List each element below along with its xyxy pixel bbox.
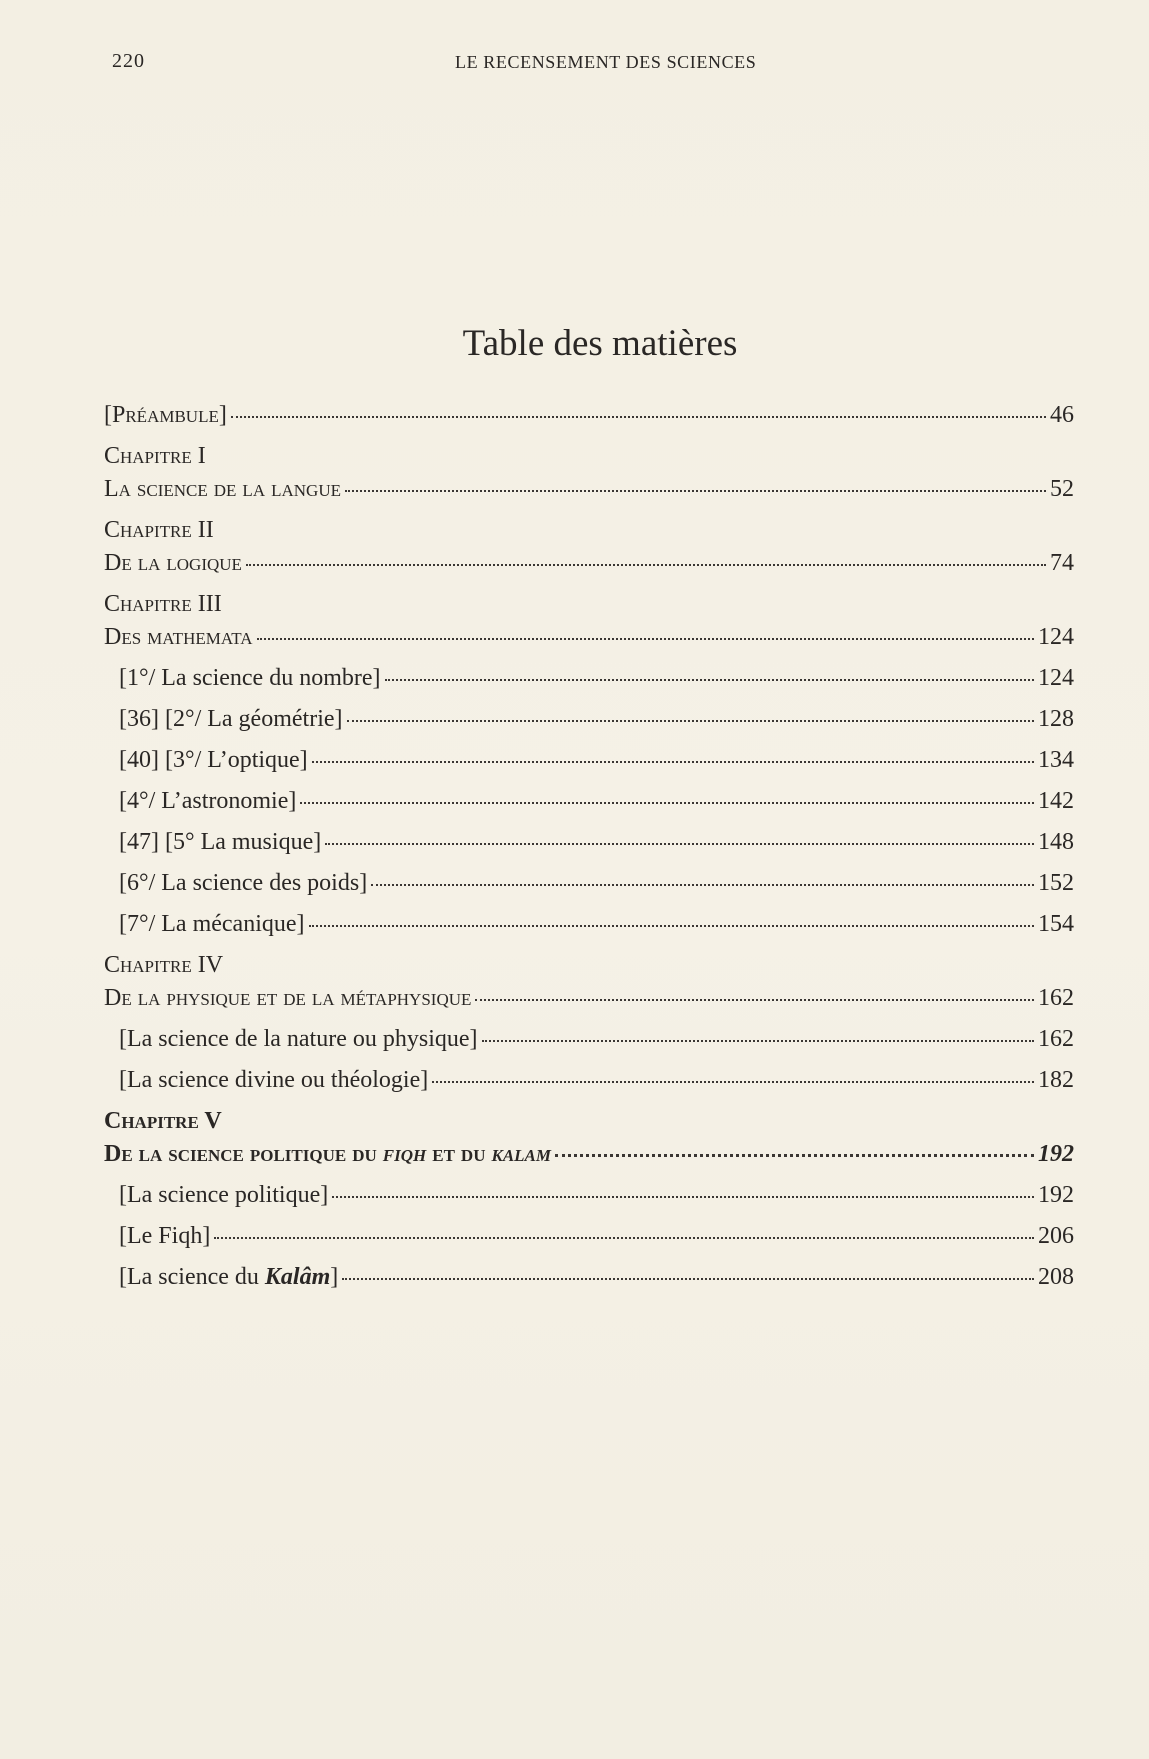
toc-entry-page: 192 [1038,1141,1074,1167]
dot-leader [371,884,1034,886]
toc-entry-label: [1°/ La science du nombre] [119,665,381,691]
toc-subentry [104,788,1074,829]
chapter-label: Chapitre IV [104,952,224,978]
label-part: De la science politique du [104,1141,383,1167]
label-part-italic: kalam [491,1141,552,1167]
toc-entry-label: [6°/ La science des poids] [119,870,368,896]
toc-entry [104,550,1074,591]
dot-leader [555,1154,1034,1157]
toc-entry-label: [La science politique] [119,1182,329,1208]
chapter-heading [104,443,1074,476]
toc-entry-page: 128 [1038,706,1074,732]
toc-subentry [104,829,1074,870]
label-part: [La science du [119,1264,265,1290]
toc-entry-page: 208 [1038,1264,1074,1290]
toc-entry-page: 134 [1038,747,1074,773]
toc-entry [104,476,1074,517]
dot-leader [300,802,1034,804]
toc-entry-page: 74 [1050,550,1074,576]
toc-entry-page: 154 [1038,911,1074,937]
dot-leader [345,490,1046,492]
toc-entry-page: 182 [1038,1067,1074,1093]
toc-entry-page: 148 [1038,829,1074,855]
toc-entry-label: La science de la langue [104,476,341,502]
toc-subentry [104,1067,1074,1108]
dot-leader [432,1081,1034,1083]
toc-entry-label: [Le Fiqh] [119,1223,211,1249]
dot-leader [246,564,1046,566]
dot-leader [214,1237,1034,1239]
toc-subentry [104,747,1074,788]
toc-subentry [104,1264,1074,1305]
running-head: LE RECENSEMENT DES SCIENCES [455,52,757,72]
dot-leader [257,638,1034,640]
toc-entry-page: 162 [1038,1026,1074,1052]
toc-entry-label: De la physique et de la métaphysique [104,985,472,1011]
toc-entry-page: 162 [1038,985,1074,1011]
toc-entry-label: Des mathemata [104,624,253,650]
chapter-label: Chapitre III [104,591,222,617]
toc-entry-page: 124 [1038,624,1074,650]
toc-entry-page: 46 [1050,402,1074,428]
toc-entry-label: [Préambule] [104,402,227,428]
chapter-label: Chapitre I [104,443,206,469]
label-part: et du [426,1141,492,1167]
toc-title: Table des matières [462,323,738,364]
toc-entry-label: [La science de la nature ou physique] [119,1026,478,1052]
label-part: ] [330,1264,339,1290]
dot-leader [231,416,1046,418]
toc-entry-label [119,1264,338,1291]
toc-entry [104,402,1074,443]
dot-leader [332,1196,1034,1198]
page-number: 220 [112,50,145,72]
chapter-heading [104,952,1074,985]
toc-entry-page: 206 [1038,1223,1074,1249]
toc-entry-label: [36] [2°/ La géométrie] [119,706,343,732]
toc-entry-label: [4°/ L’astronomie] [119,788,297,814]
dot-leader [342,1278,1034,1280]
toc-entry-label: [La science divine ou théologie] [119,1067,429,1093]
toc-subentry [104,1223,1074,1264]
toc-entry-page: 142 [1038,788,1074,814]
toc-entry-label [104,1141,551,1168]
toc-entry [104,1141,1074,1182]
dot-leader [312,761,1034,763]
dot-leader [385,679,1035,681]
label-part-bold-italic: Kalâm [264,1264,331,1290]
chapter-heading [104,1108,1074,1141]
toc-entry-label: [40] [3°/ L’optique] [119,747,308,773]
toc-subentry [104,1182,1074,1223]
toc-subentry [104,870,1074,911]
toc-subentry [104,706,1074,747]
toc-entry-page: 192 [1038,1182,1074,1208]
dot-leader [325,843,1034,845]
toc-entry-page: 124 [1038,665,1074,691]
dot-leader [347,720,1035,722]
toc-subentry [104,911,1074,952]
dot-leader [475,999,1034,1001]
toc-subentry [104,1026,1074,1067]
toc-entry-page: 152 [1038,870,1074,896]
table-of-contents [104,402,1074,1305]
toc-entry-page: 52 [1050,476,1074,502]
toc-entry-label: [47] [5° La musique] [119,829,322,855]
dot-leader [309,925,1034,927]
toc-subentry [104,665,1074,706]
toc-entry-label: [7°/ La mécanique] [119,911,305,937]
chapter-heading [104,517,1074,550]
toc-entry [104,624,1074,665]
chapter-label: Chapitre V [104,1108,222,1134]
chapter-heading [104,591,1074,624]
chapter-label: Chapitre II [104,517,214,543]
toc-entry-label: De la logique [104,550,242,576]
dot-leader [482,1040,1034,1042]
label-part-italic: fiqh [382,1141,427,1167]
toc-entry [104,985,1074,1026]
